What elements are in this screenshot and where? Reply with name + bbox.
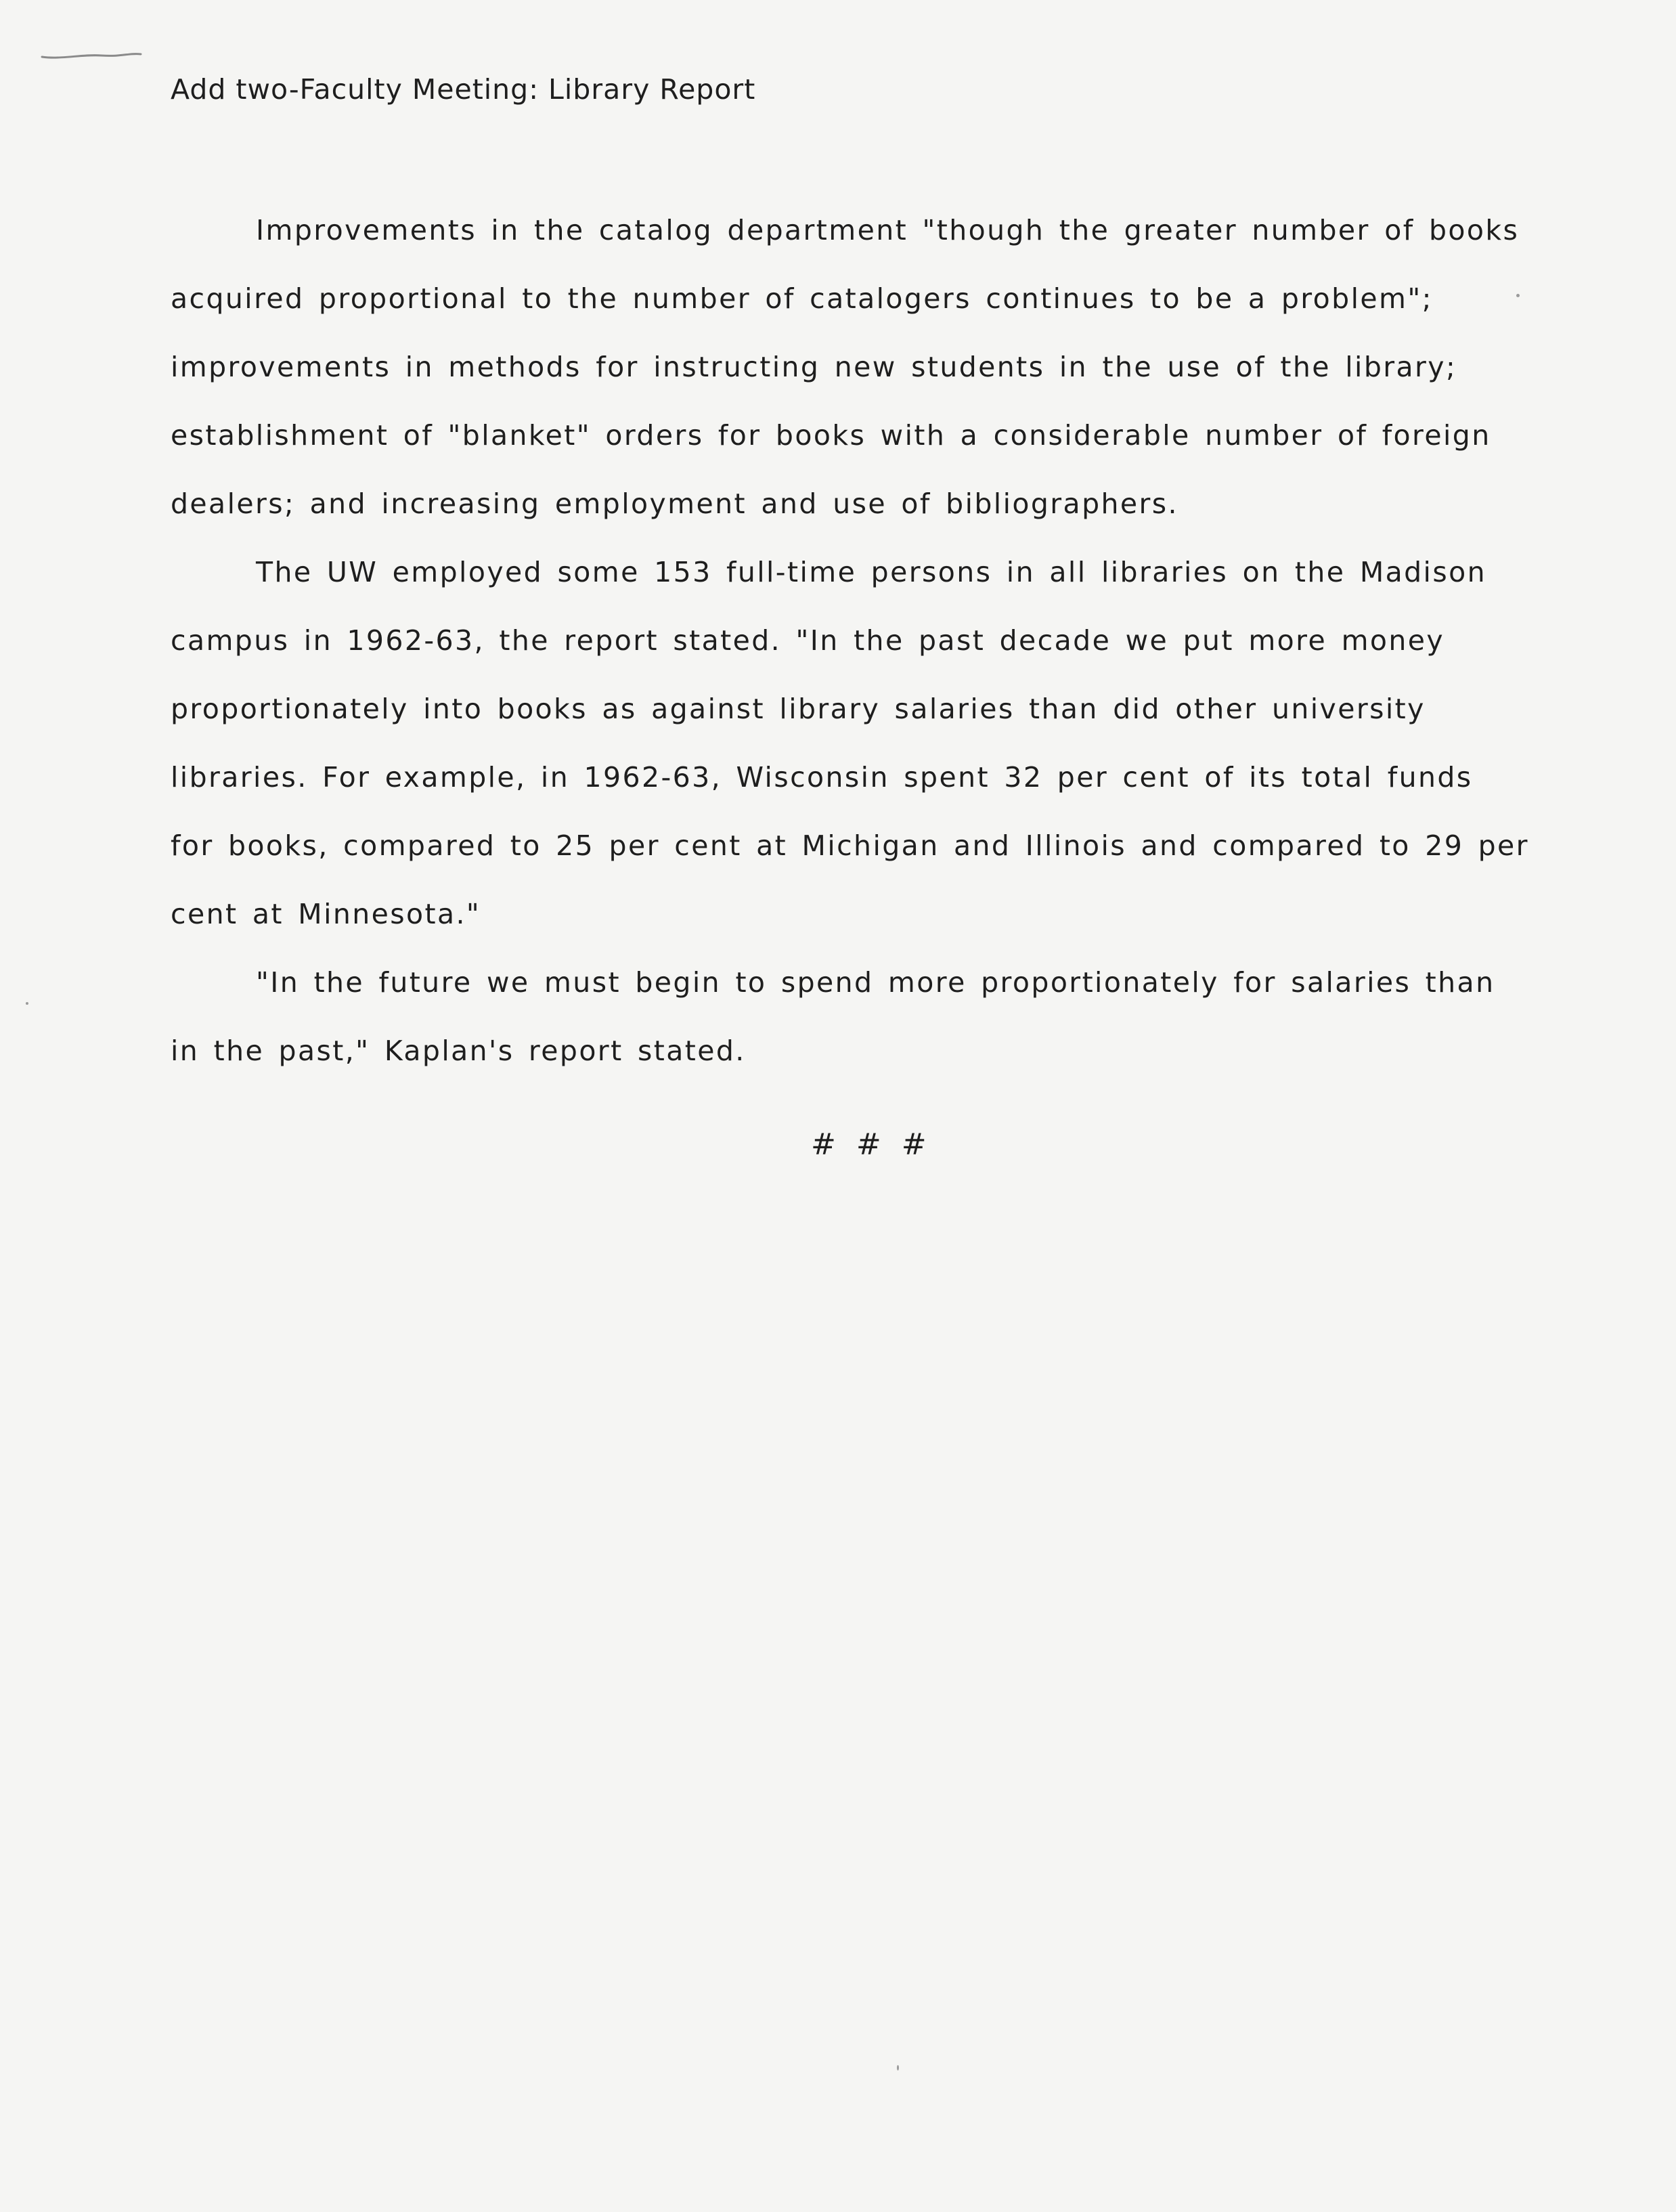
paper-speck [897, 2065, 899, 2070]
text-line: libraries. For example, in 1962-63, Wisconsin spent 32 per cent of its total funds [171, 761, 1473, 794]
text-line: in the past," Kaplan's report stated. [171, 1035, 746, 1067]
paper-speck [1516, 294, 1520, 297]
end-marks: # # # [811, 1127, 932, 1162]
text-line: The UW employed some 153 full-time persons in all libraries on the Madison [256, 556, 1486, 588]
text-line: cent at Minnesota." [171, 898, 481, 930]
document-header: Add two-Faculty Meeting: Library Report [171, 73, 756, 106]
text-line: "In the future we must begin to spend more proportionately for salaries than [256, 966, 1495, 999]
text-line: campus in 1962-63, the report stated. "In the past decade we put more money [171, 624, 1445, 657]
text-line: Improvements in the catalog department "though the greater number of books [256, 214, 1520, 246]
text-line: establishment of "blanket" orders for books with a considerable number of foreign [171, 419, 1491, 452]
paper-speck [26, 1002, 28, 1005]
text-line: dealers; and increasing employment and use of bibliographers. [171, 487, 1178, 520]
pencil-mark [41, 49, 142, 62]
document-body [171, 207, 1585, 1096]
text-line: proportionately into books as against library salaries than did other university [171, 693, 1426, 725]
text-line: for books, compared to 25 per cent at Michigan and Illinois and compared to 29 per [171, 829, 1529, 862]
text-line: acquired proportional to the number of catalogers continues to be a problem"; [171, 282, 1433, 315]
text-line: improvements in methods for instructing new students in the use of the library; [171, 351, 1457, 383]
